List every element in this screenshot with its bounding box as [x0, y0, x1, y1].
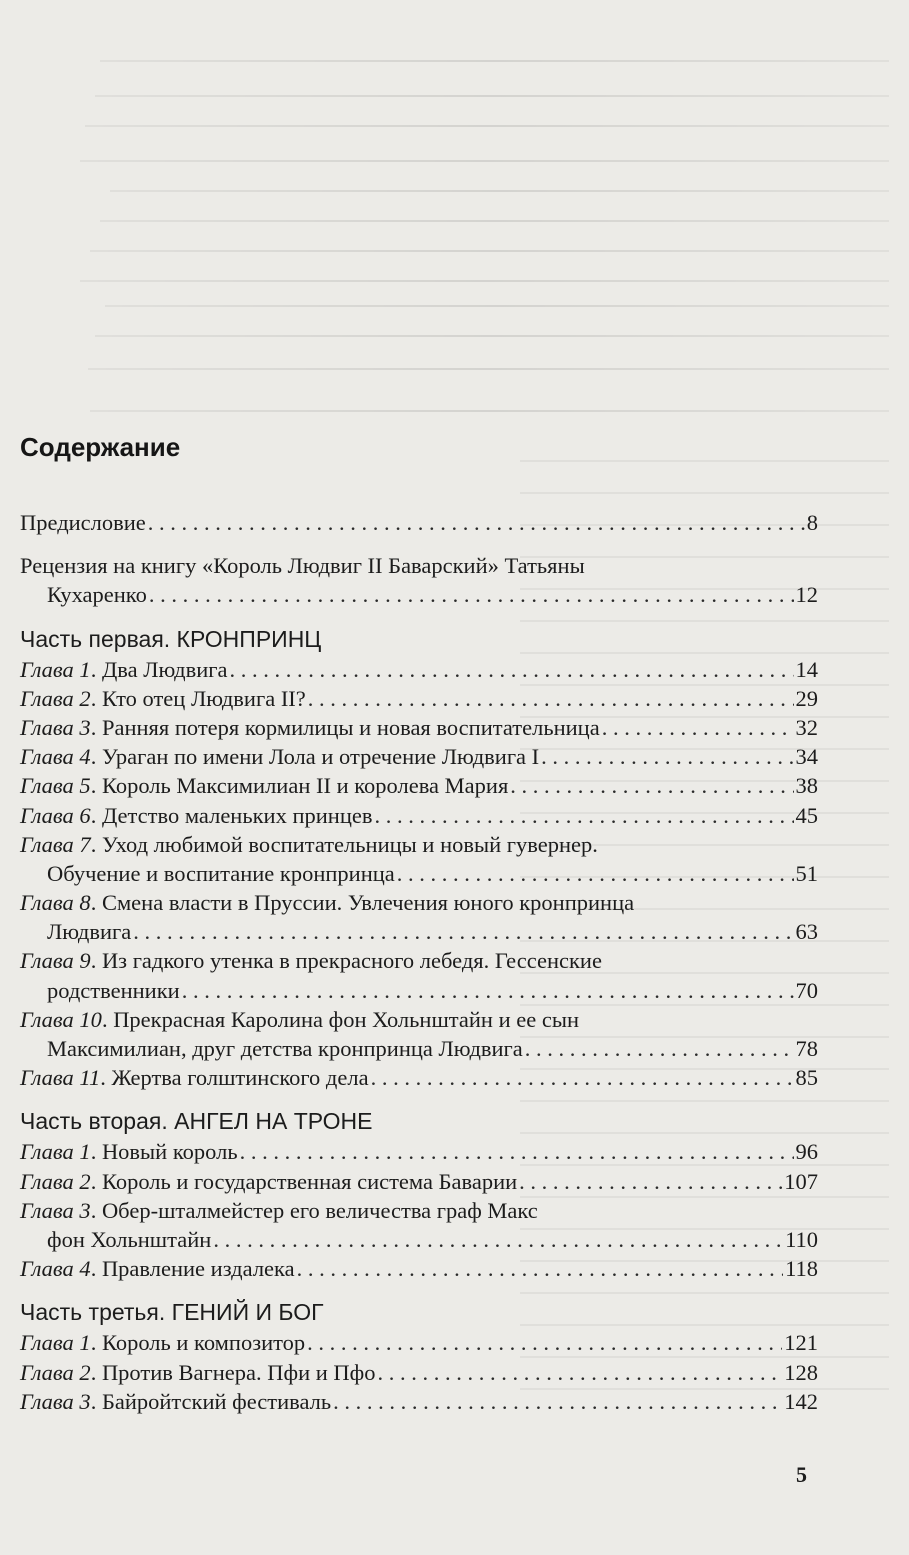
chapter-label: Глава 4 — [20, 1256, 91, 1282]
entry-title: . Король и композитор — [90, 1330, 306, 1356]
entry-page-number: 96 — [795, 1139, 818, 1165]
toc-entry[interactable] — [20, 1167, 818, 1196]
entry-page-number: 38 — [795, 773, 818, 799]
section-gap — [20, 610, 818, 624]
toc-entry[interactable] — [20, 713, 818, 742]
dot-leader — [541, 742, 793, 771]
toc-entry[interactable] — [20, 830, 818, 888]
dot-leader — [519, 1167, 782, 1196]
entry-title: . Уход любимой воспитательницы и новый гувернер. — [90, 831, 598, 857]
part-title: Часть первая. КРОНПРИНЦ — [20, 625, 322, 652]
entry-title: . Обер-шталмейстер его величества граф Макс — [90, 1197, 538, 1223]
toc-entry[interactable] — [20, 655, 818, 684]
toc-entry[interactable] — [20, 551, 818, 609]
section-gap — [20, 1092, 818, 1106]
toc-entry[interactable] — [20, 1387, 818, 1416]
dot-leader — [397, 859, 794, 888]
chapter-label: Глава 8 — [20, 890, 91, 916]
entry-page-number: 121 — [784, 1330, 818, 1356]
dot-leader — [182, 976, 794, 1005]
dot-leader — [240, 1137, 794, 1166]
entry-title-continuation: Обучение и воспитание кронпринца — [47, 860, 395, 886]
entry-title: . Детство маленьких принцев — [90, 802, 373, 828]
entry-title-continuation: родственники — [47, 977, 180, 1003]
dot-leader — [307, 1328, 782, 1357]
entry-title: Рецензия на книгу «Король Людвиг II Баварский» Татьяны — [20, 553, 585, 579]
dot-leader — [510, 771, 793, 800]
entry-page-number: 34 — [795, 744, 818, 770]
entry-page-number: 142 — [784, 1388, 818, 1414]
entry-page-number: 107 — [784, 1168, 818, 1194]
chapter-label: Глава 3 — [20, 1388, 91, 1414]
dot-leader — [371, 1063, 794, 1092]
entry-page-number: 32 — [795, 714, 818, 740]
entry-page-number: 14 — [795, 656, 818, 682]
entry-title: . Кто отец Людвига II? — [90, 685, 306, 711]
entry-title: . Два Людвига — [90, 656, 228, 682]
toc-entry[interactable] — [20, 684, 818, 713]
section-gap — [20, 537, 818, 551]
entry-page-number: 70 — [795, 977, 818, 1003]
chapter-label: Глава 5 — [20, 773, 91, 799]
entry-page-number: 45 — [795, 802, 818, 828]
chapter-label: Глава 3 — [20, 1197, 91, 1223]
dot-leader — [333, 1387, 782, 1416]
dot-leader — [148, 508, 805, 537]
chapter-label: Глава 6 — [20, 802, 91, 828]
toc-entry[interactable] — [20, 1005, 818, 1063]
toc-entry[interactable] — [20, 1196, 818, 1254]
dot-leader — [525, 1034, 794, 1063]
entry-title-continuation: Людвига — [47, 919, 132, 945]
entry-page-number: 12 — [795, 582, 818, 608]
chapter-label: Глава 2 — [20, 1359, 91, 1385]
chapter-label: Глава 2 — [20, 1168, 91, 1194]
entry-title: . Байройтский фестиваль — [90, 1388, 332, 1414]
entry-page-number: 51 — [795, 860, 818, 886]
toc-entry[interactable] — [20, 888, 818, 946]
chapter-label: Глава 10 — [20, 1006, 102, 1032]
entry-page-number: 8 — [806, 510, 818, 535]
entry-page-number: 29 — [795, 685, 818, 711]
chapter-label: Глава 1 — [20, 1330, 91, 1356]
entry-page-number: 78 — [795, 1036, 818, 1061]
dot-leader — [149, 580, 794, 609]
chapter-label: Глава 1 — [20, 656, 91, 682]
entry-title-continuation: Максимилиан, друг детства кронпринца Людвига — [47, 1036, 523, 1061]
entry-title: . Новый король — [90, 1139, 238, 1165]
toc-entry[interactable] — [20, 771, 818, 800]
chapter-label: Глава 9 — [20, 948, 91, 974]
entry-page-number: 128 — [784, 1359, 818, 1385]
entry-page-number: 110 — [785, 1226, 818, 1252]
toc-entry[interactable] — [20, 1328, 818, 1357]
entry-title: . Король и государственная система Баварии — [90, 1168, 518, 1194]
dot-leader — [374, 801, 793, 830]
entry-title-continuation: фон Хольнштайн — [47, 1226, 212, 1252]
chapter-label: Глава 4 — [20, 744, 91, 770]
part-title: Часть третья. ГЕНИЙ И БОГ — [20, 1299, 324, 1326]
page-number: 5 — [796, 1462, 807, 1487]
table-of-contents — [20, 508, 818, 1416]
entry-page-number: 85 — [795, 1065, 818, 1091]
dot-leader — [602, 713, 794, 742]
toc-entry[interactable] — [20, 946, 818, 1004]
entry-title: . Из гадкого утенка в прекрасного лебедя. Гессенские — [90, 948, 602, 974]
toc-entry[interactable] — [20, 1358, 818, 1387]
toc-entry[interactable] — [20, 801, 818, 830]
chapter-label: Глава 1 — [20, 1139, 91, 1165]
dot-leader — [297, 1254, 783, 1283]
dot-leader — [378, 1358, 783, 1387]
dot-leader — [308, 684, 794, 713]
toc-entry[interactable] — [20, 742, 818, 771]
entry-page-number: 118 — [785, 1256, 818, 1282]
entry-title: . Прекрасная Каролина фон Хольнштайн и ее сын — [101, 1006, 579, 1032]
entry-title-continuation: Кухаренко — [47, 582, 147, 608]
dot-leader — [229, 655, 793, 684]
entry-page-number: 63 — [795, 919, 818, 945]
entry-title: . Жертва голштинского дела — [100, 1065, 369, 1091]
toc-entry[interactable] — [20, 1254, 818, 1283]
dot-leader — [133, 917, 793, 946]
entry-title: . Против Вагнера. Пфи и Пфо — [90, 1359, 376, 1385]
entry-title: . Смена власти в Пруссии. Увлечения юного кронпринца — [90, 890, 635, 916]
chapter-label: Глава 3 — [20, 714, 91, 740]
entry-title: . Король Максимилиан II и королева Мария — [90, 773, 509, 799]
toc-entry[interactable] — [20, 508, 818, 537]
dot-leader — [213, 1225, 783, 1254]
section-gap — [20, 1283, 818, 1297]
entry-title: . Правление издалека — [90, 1256, 295, 1282]
entry-title: . Ранняя потеря кормилицы и новая воспитательница — [90, 714, 600, 740]
toc-entry[interactable] — [20, 1063, 818, 1092]
chapter-label: Глава 7 — [20, 831, 91, 857]
contents-heading: Содержание — [20, 432, 181, 462]
entry-title: . Ураган по имени Лола и отречение Людвига I — [90, 744, 540, 770]
chapter-label: Глава 11 — [20, 1065, 101, 1091]
toc-entry[interactable] — [20, 1137, 818, 1166]
chapter-label: Глава 2 — [20, 685, 91, 711]
part-title: Часть вторая. АНГЕЛ НА ТРОНЕ — [20, 1108, 373, 1135]
entry-title: Предисловие — [20, 510, 146, 535]
